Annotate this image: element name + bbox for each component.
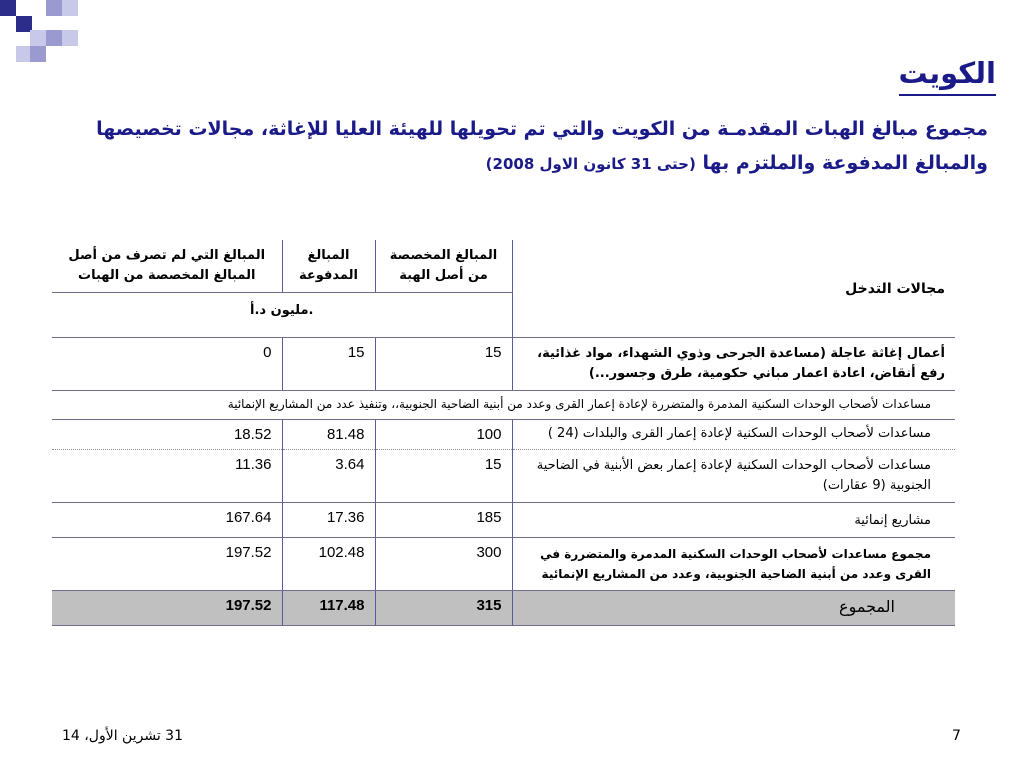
cell-unspent: 0 [52, 338, 282, 391]
table-section-row [52, 391, 955, 420]
deco-square [30, 46, 46, 62]
table-row [52, 450, 955, 503]
deco-square [62, 0, 78, 16]
cell-desc: مجموع مساعدات لأصحاب الوحدات السكنية المدمرة والمتضررة في القرى وعدد من أبنية الضاحية الجنوبية، وعدد من المشاريع الإنمائية [512, 538, 955, 591]
cell-paid: 3.64 [282, 450, 375, 503]
cell-desc: مشاريع إنمائية [512, 503, 955, 538]
subtitle-main: مجموع مبالغ الهبات المقدمـة من الكويت والتي تم تحويلها للهيئة العليا للإغاثة، مجالات تخصيصها والمبالغ المدفوعة والملتزم بها [96, 118, 988, 174]
subtitle-date: (حتى 31 كانون الاول 2008) [485, 155, 696, 173]
deco-square [46, 30, 62, 46]
cell-paid: 81.48 [282, 420, 375, 450]
cell-unspent: 167.64 [52, 503, 282, 538]
cell-unspent: 18.52 [52, 420, 282, 450]
total-label: المجموع [512, 591, 955, 626]
cell-allocated: 300 [375, 538, 512, 591]
cell-desc: أعمال إغاثة عاجلة (مساعدة الجرحى وذوي الشهداء، مواد غذائية، رفع أنقاض، اعادة اعمار مباني حكومية، طرق وجسور...) [512, 338, 955, 391]
slide-subtitle [58, 112, 988, 181]
cell-paid: 15 [282, 338, 375, 391]
cell-desc: مساعدات لأصحاب الوحدات السكنية لإعادة إعمار القرى والبلدات (24 ) [512, 420, 955, 450]
cell-desc: مساعدات لأصحاب الوحدات السكنية لإعادة إعمار بعض الأبنية في الضاحية الجنوبية (9 عقارات) [512, 450, 955, 503]
table-row [52, 338, 955, 391]
cell-allocated: 185 [375, 503, 512, 538]
header-area: مجالات التدخل [512, 240, 955, 338]
table-row [52, 420, 955, 450]
slide-title: الكويت [899, 54, 996, 96]
cell-unspent: 197.52 [52, 538, 282, 591]
cell-unspent: 11.36 [52, 450, 282, 503]
donations-table [52, 240, 955, 626]
cell-allocated: 15 [375, 338, 512, 391]
total-unspent: 197.52 [52, 591, 282, 626]
table-row [52, 538, 955, 591]
table-row [52, 503, 955, 538]
cell-paid: 17.36 [282, 503, 375, 538]
total-allocated: 315 [375, 591, 512, 626]
deco-square [0, 0, 16, 16]
deco-square [62, 30, 78, 46]
total-paid: 117.48 [282, 591, 375, 626]
header-allocated: المبالغ المخصصة من أصل الهبة [375, 240, 512, 293]
deco-square [46, 0, 62, 16]
table-header-row [52, 240, 955, 293]
cell-allocated: 100 [375, 420, 512, 450]
deco-square [30, 30, 46, 46]
unit-label: مليون د.أ. [52, 293, 512, 338]
page-number: 7 [952, 728, 961, 744]
section-desc: مساعدات لأصحاب الوحدات السكنية المدمرة والمتضررة لإعادة إعمار القرى وعدد من أبنية الضاحية الجنوبية،، وتنفيذ عدد من المشاريع الإنمائية [52, 391, 955, 420]
cell-allocated: 15 [375, 450, 512, 503]
table-total-row [52, 591, 955, 626]
header-paid: المبالغ المدفوعة [282, 240, 375, 293]
header-unspent: المبالغ التي لم تصرف من أصل المبالغ المخصصة من الهبات [52, 240, 282, 293]
cell-paid: 102.48 [282, 538, 375, 591]
footer-date: 31 تشرين الأول، 14 [62, 728, 183, 744]
